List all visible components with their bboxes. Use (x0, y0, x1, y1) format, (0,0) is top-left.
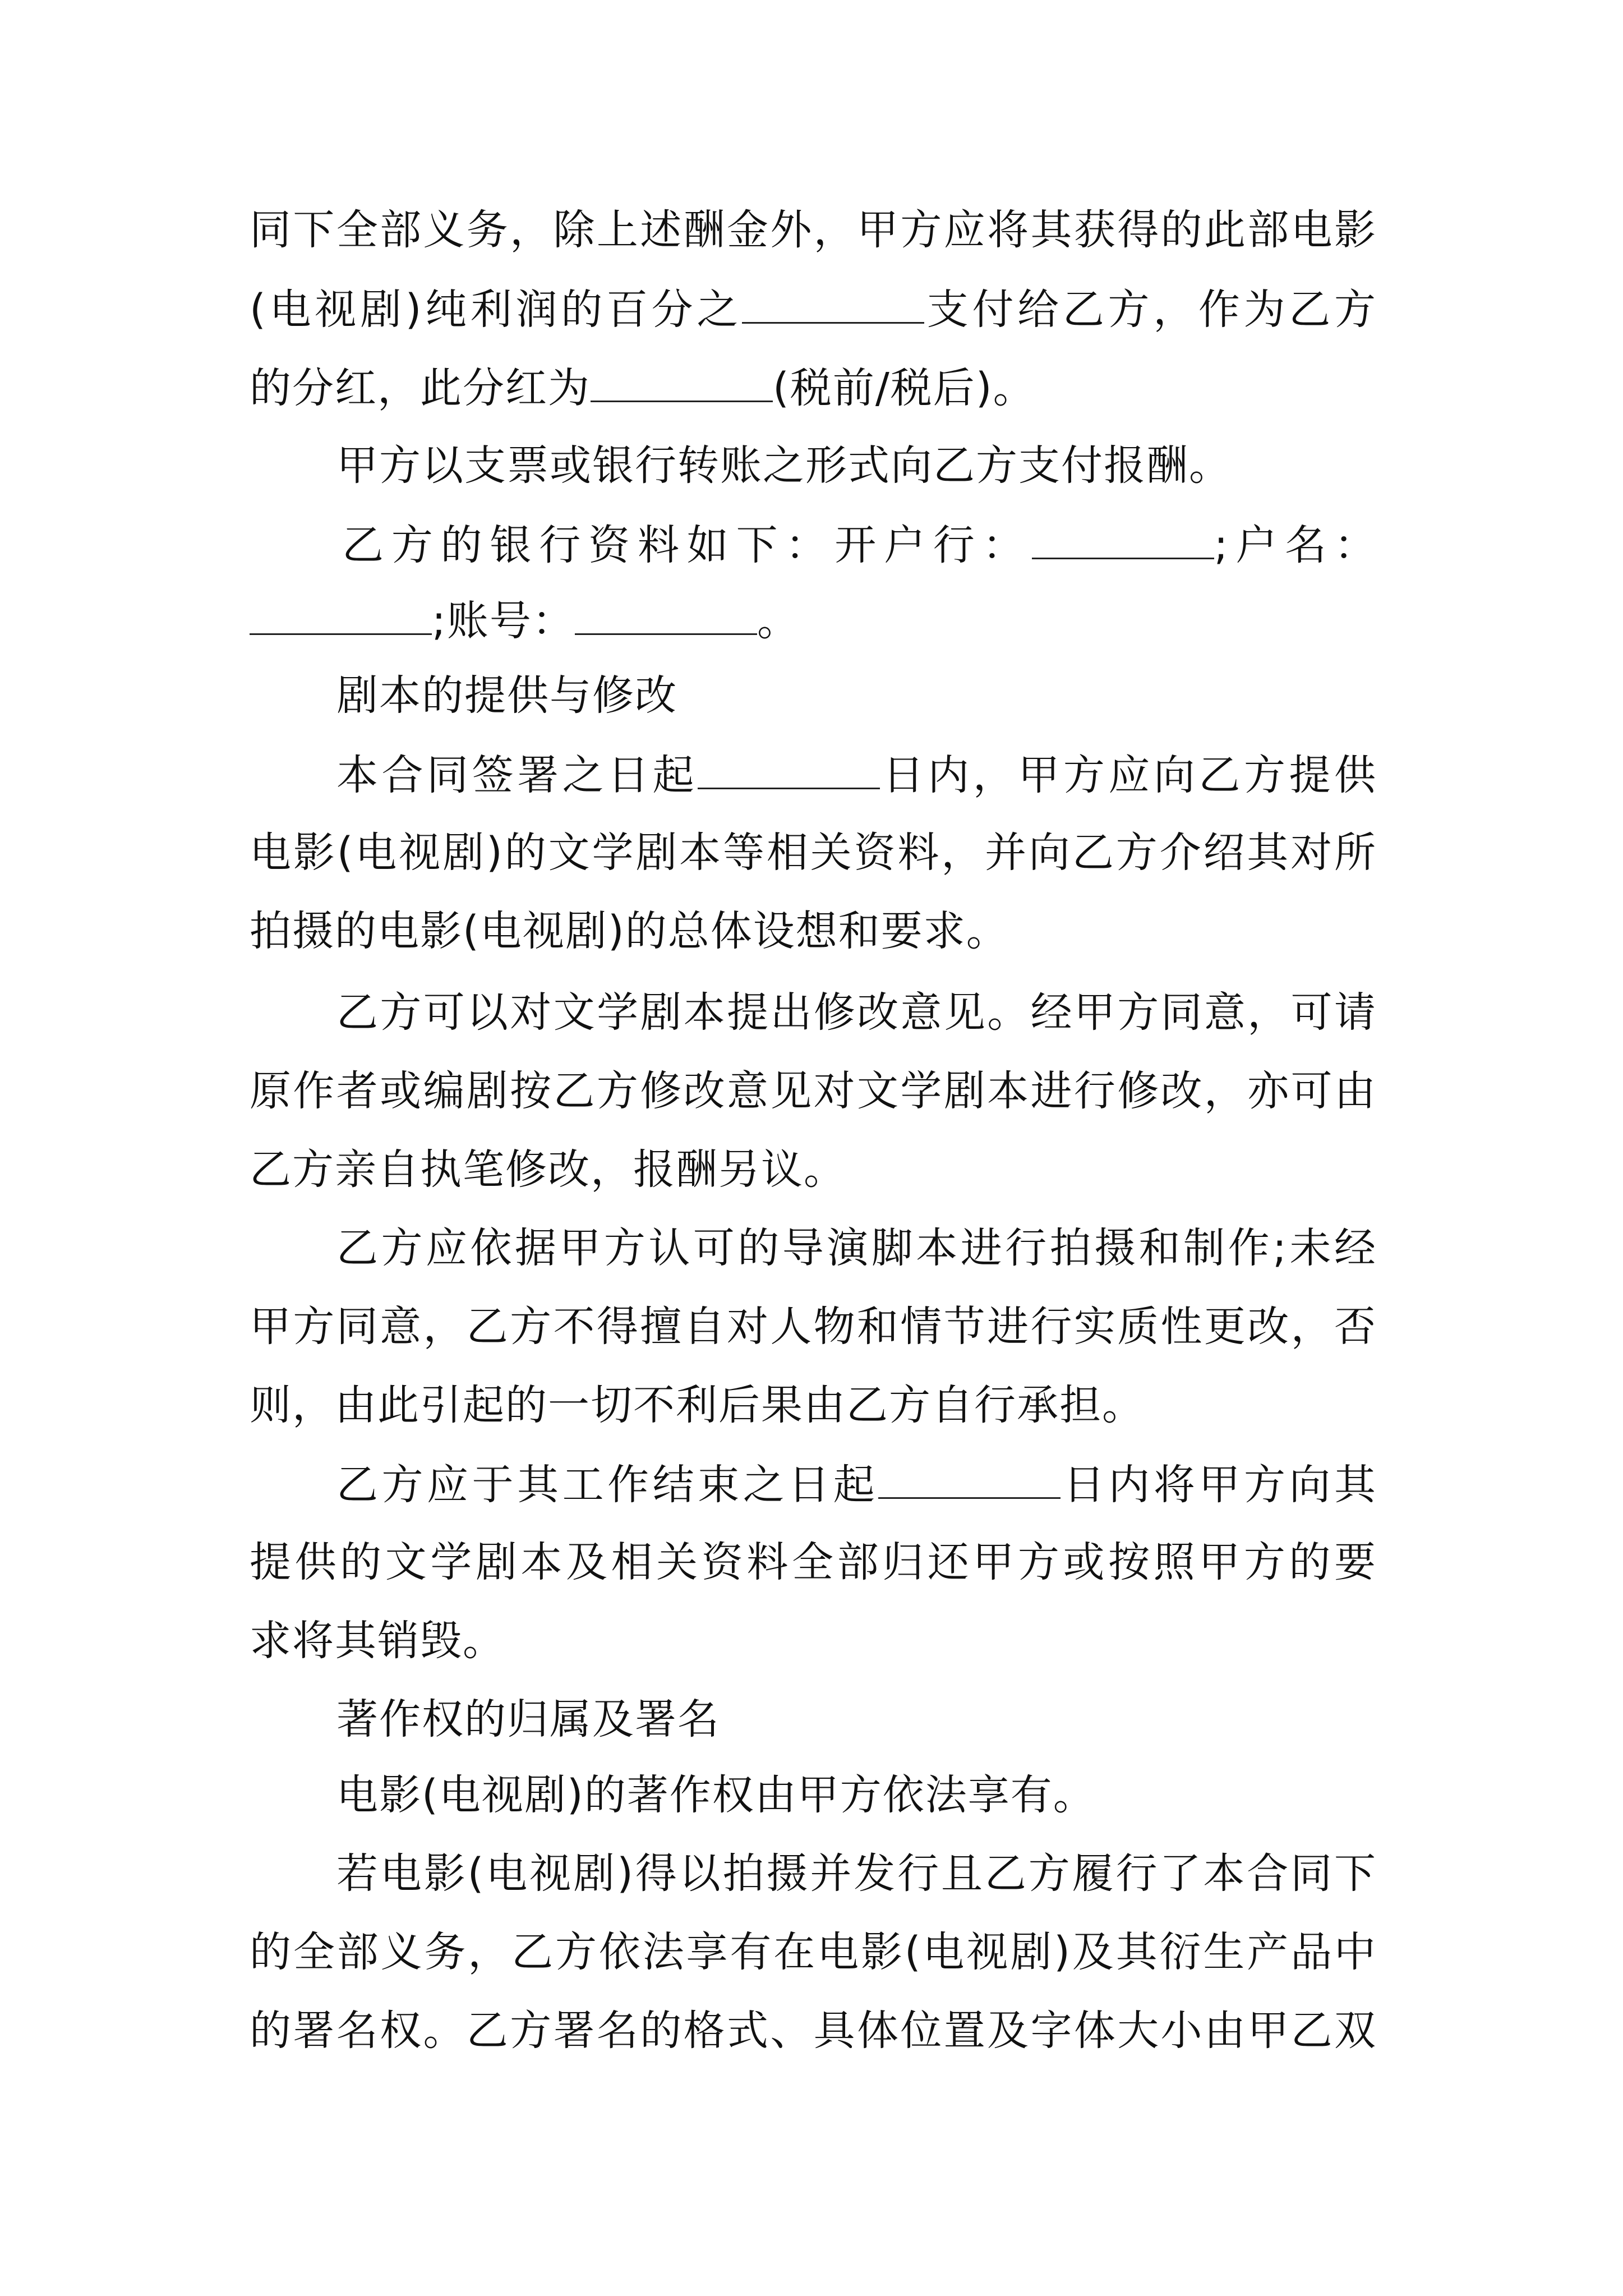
text-line-17: 乙方应于其工作结束之日起 日内将甲方向其 (336, 1456, 1377, 1513)
text-line-22: 若电影(电视剧)得以拍摄并发行且乙方履行了本合同下 (336, 1849, 1377, 1898)
text-line-15: 甲方同意，乙方不得擅自对人物和情节进行实质性更改，否 (250, 1303, 1377, 1351)
text-line-12: 原作者或编剧按乙方修改意见对文学剧本进行修改，亦可由 (250, 1067, 1377, 1115)
text-line-3: 的分红，此分红为 (税前/税后)。 (250, 359, 1036, 416)
text-line-13: 乙方亲自执笔修改，报酬另议。 (250, 1145, 846, 1194)
text-line-19: 求将其销毁。 (250, 1617, 505, 1665)
text-line-11: 乙方可以对文学剧本提出修改意见。经甲方同意，可请 (336, 988, 1377, 1037)
text-line-14: 乙方应依据甲方认可的导演脚本进行拍摄和制作;未经 (336, 1224, 1377, 1272)
text-line-10: 拍摄的电影(电视剧)的总体设想和要求。 (250, 907, 1009, 955)
fill-blank (1032, 516, 1214, 559)
text-line-18: 提供的文学剧本及相关资料全部归还甲方或按照甲方的要 (250, 1538, 1377, 1586)
text-line-16: 则，由此引起的一切不利后果由乙方自行承担。 (250, 1381, 1145, 1429)
text-line-8: 本合同签署之日起 日内，甲方应向乙方提供 (336, 746, 1377, 803)
fill-blank (878, 1456, 1061, 1499)
fill-blank (591, 359, 773, 402)
text-line-4: 甲方以支票或银行转账之形式向乙方支付报酬。 (336, 441, 1232, 490)
fill-blank (698, 746, 880, 789)
text-line-23: 的全部义务，乙方依法享有在电影(电视剧)及其衍生产品中 (250, 1928, 1377, 1976)
fill-blank (575, 592, 757, 635)
fill-blank (742, 280, 924, 324)
fill-blank (250, 592, 432, 635)
text-line-9: 电影(电视剧)的文学剧本等相关资料，并向乙方介绍其对所 (250, 829, 1377, 877)
section-heading: 著作权的归属及署名 (336, 1695, 720, 1743)
text-line-1: 同下全部义务，除上述酬金外，甲方应将其获得的此部电影 (250, 206, 1377, 254)
text-line-2: (电视剧)纯利润的百分之 支付给乙方，作为乙方 (250, 280, 1377, 338)
text-line-6: ;账号： 。 (250, 592, 800, 649)
section-heading: 剧本的提供与修改 (336, 671, 677, 720)
text-line-21: 电影(电视剧)的著作权由甲方依法享有。 (336, 1771, 1096, 1819)
text-line-5: 乙方的银行资料如下：开户行： ;户名： (342, 516, 1377, 573)
text-line-24: 的署名权。乙方署名的格式、具体位置及字体大小由甲乙双 (250, 2007, 1377, 2055)
